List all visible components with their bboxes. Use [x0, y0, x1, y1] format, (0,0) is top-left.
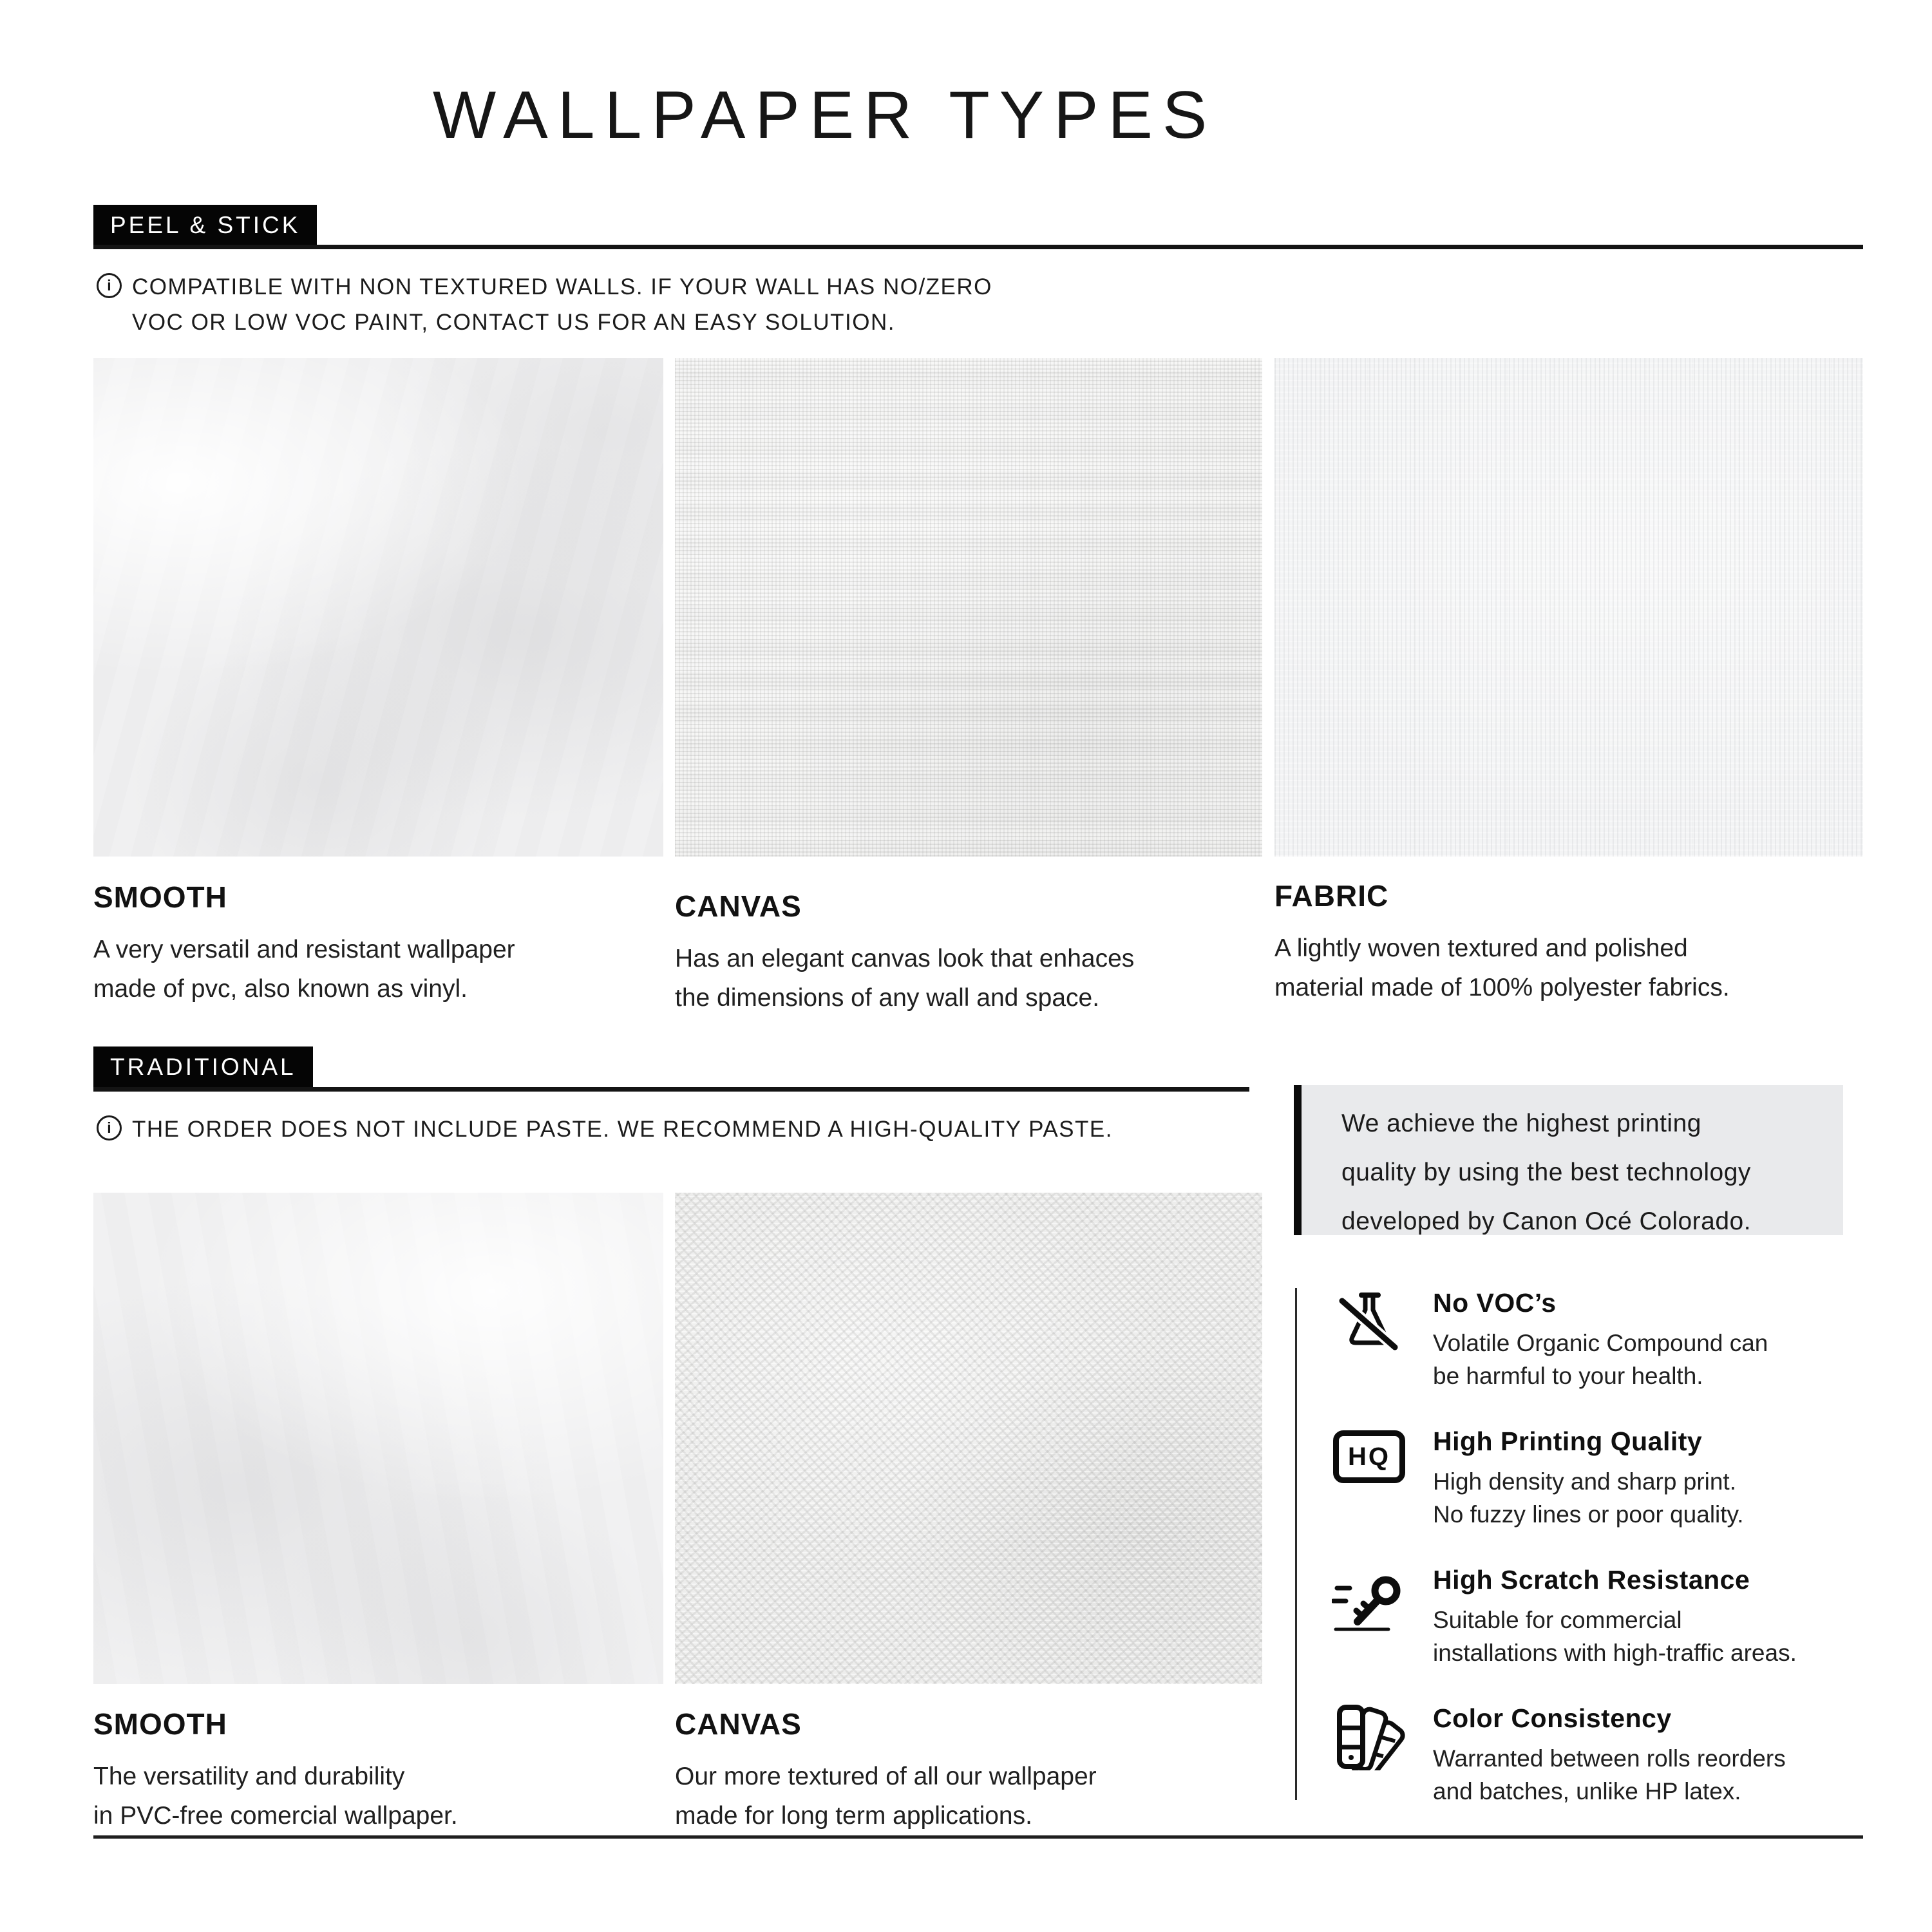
desc-line: A very versatil and resistant wallpaper: [93, 936, 515, 963]
desc-line: the dimensions of any wall and space.: [675, 984, 1100, 1012]
hq-icon-label: HQ: [1348, 1442, 1390, 1471]
quality-note-line: developed by Canon Océ Colorado.: [1341, 1208, 1752, 1235]
page-title: WALLPAPER TYPES: [433, 78, 1217, 153]
swatch-image-fabric-peel-stick: [1274, 358, 1863, 857]
note-line: VOC OR LOW VOC PAINT, CONTACT US FOR AN EASY SOLUTION.: [132, 310, 895, 335]
swatch-description: [1274, 929, 1730, 1007]
feature-high-scratch-resistance: [1433, 1565, 1871, 1669]
desc-line: made of pvc, also known as vinyl.: [93, 975, 468, 1003]
peel-stick-note: [97, 269, 992, 340]
desc-line: The versatility and durability: [93, 1763, 405, 1790]
section-divider-traditional: [93, 1087, 1249, 1092]
hq-badge-icon: [1332, 1426, 1406, 1497]
info-icon: [97, 1115, 122, 1141]
desc-line: No fuzzy lines or poor quality.: [1433, 1501, 1744, 1528]
info-icon-glyph: i: [107, 1119, 111, 1136]
traditional-note-text: [132, 1112, 1113, 1147]
quality-note-line: We achieve the highest printing: [1341, 1110, 1701, 1137]
desc-line: Has an elegant canvas look that enhaces: [675, 945, 1135, 972]
desc-line: Warranted between rolls reorders: [1433, 1745, 1786, 1772]
swatch-name: CANVAS: [675, 1707, 802, 1741]
swatch-name: SMOOTH: [93, 880, 227, 914]
bottom-divider: [93, 1835, 1863, 1839]
desc-line: installations with high-traffic areas.: [1433, 1640, 1797, 1666]
desc-line: material made of 100% polyester fabrics.: [1274, 974, 1730, 1001]
section-badge-peel-stick: PEEL & STICK: [93, 205, 317, 245]
swatch-description: [93, 930, 515, 1009]
feature-title: High Printing Quality: [1433, 1426, 1703, 1456]
section-badge-traditional: TRADITIONAL: [93, 1046, 313, 1087]
key-scratch-icon: [1332, 1565, 1406, 1636]
note-line: COMPATIBLE WITH NON TEXTURED WALLS. IF YOUR WALL HAS NO/ZERO: [132, 274, 992, 299]
feature-description: [1433, 1327, 1871, 1392]
swatch-name: SMOOTH: [93, 1707, 227, 1741]
swatch-image-smooth-traditional: [93, 1193, 663, 1684]
quality-note-line: quality by using the best technology: [1341, 1159, 1751, 1186]
section-divider-peel-stick: [93, 245, 1863, 249]
swatch-image-canvas-peel-stick: [675, 358, 1262, 857]
swatch-image-canvas-traditional: [675, 1193, 1262, 1684]
info-icon: [97, 273, 122, 298]
swatch-label-canvas-traditional: [675, 1707, 1097, 1835]
desc-line: Suitable for commercial: [1433, 1607, 1682, 1633]
desc-line: in PVC-free comercial wallpaper.: [93, 1802, 458, 1830]
desc-line: High density and sharp print.: [1433, 1468, 1736, 1495]
desc-line: be harmful to your health.: [1433, 1363, 1703, 1389]
swatch-label-smooth-traditional: [93, 1707, 458, 1835]
peel-stick-note-text: [132, 269, 992, 340]
desc-line: Our more textured of all our wallpaper: [675, 1763, 1097, 1790]
feature-no-vocs: [1433, 1288, 1871, 1392]
info-icon-glyph: i: [107, 277, 111, 294]
quality-note-box: [1302, 1085, 1843, 1235]
feature-title: Color Consistency: [1433, 1703, 1672, 1733]
swatch-description: [675, 1757, 1097, 1835]
desc-line: Volatile Organic Compound can: [1433, 1330, 1768, 1356]
color-fan-icon: [1332, 1703, 1406, 1774]
feature-color-consistency: [1433, 1703, 1871, 1808]
swatch-label-smooth-peel-stick: [93, 880, 515, 1009]
feature-description: [1433, 1742, 1871, 1808]
swatch-name: CANVAS: [675, 889, 802, 923]
swatch-name: FABRIC: [1274, 879, 1389, 913]
note-line: THE ORDER DOES NOT INCLUDE PASTE. WE RECOMMEND A HIGH-QUALITY PASTE.: [132, 1117, 1113, 1142]
no-voc-flask-icon: [1332, 1288, 1406, 1359]
swatch-description: [93, 1757, 458, 1835]
feature-description: [1433, 1604, 1871, 1669]
traditional-note: [97, 1112, 1113, 1147]
swatch-description: [675, 939, 1134, 1018]
swatch-image-smooth-peel-stick: [93, 358, 663, 857]
feature-title: High Scratch Resistance: [1433, 1565, 1750, 1595]
feature-high-printing-quality: [1433, 1426, 1871, 1531]
swatch-label-canvas-peel-stick: [675, 889, 1134, 1018]
feature-description: [1433, 1465, 1871, 1531]
swatch-label-fabric-peel-stick: [1274, 878, 1730, 1007]
feature-title: No VOC’s: [1433, 1288, 1557, 1318]
quality-note-text: [1341, 1099, 1751, 1246]
quality-note-accent-bar: [1294, 1085, 1302, 1235]
desc-line: and batches, unlike HP latex.: [1433, 1778, 1741, 1804]
desc-line: A lightly woven textured and polished: [1274, 934, 1688, 962]
features-divider-line: [1295, 1288, 1297, 1800]
desc-line: made for long term applications.: [675, 1802, 1032, 1830]
